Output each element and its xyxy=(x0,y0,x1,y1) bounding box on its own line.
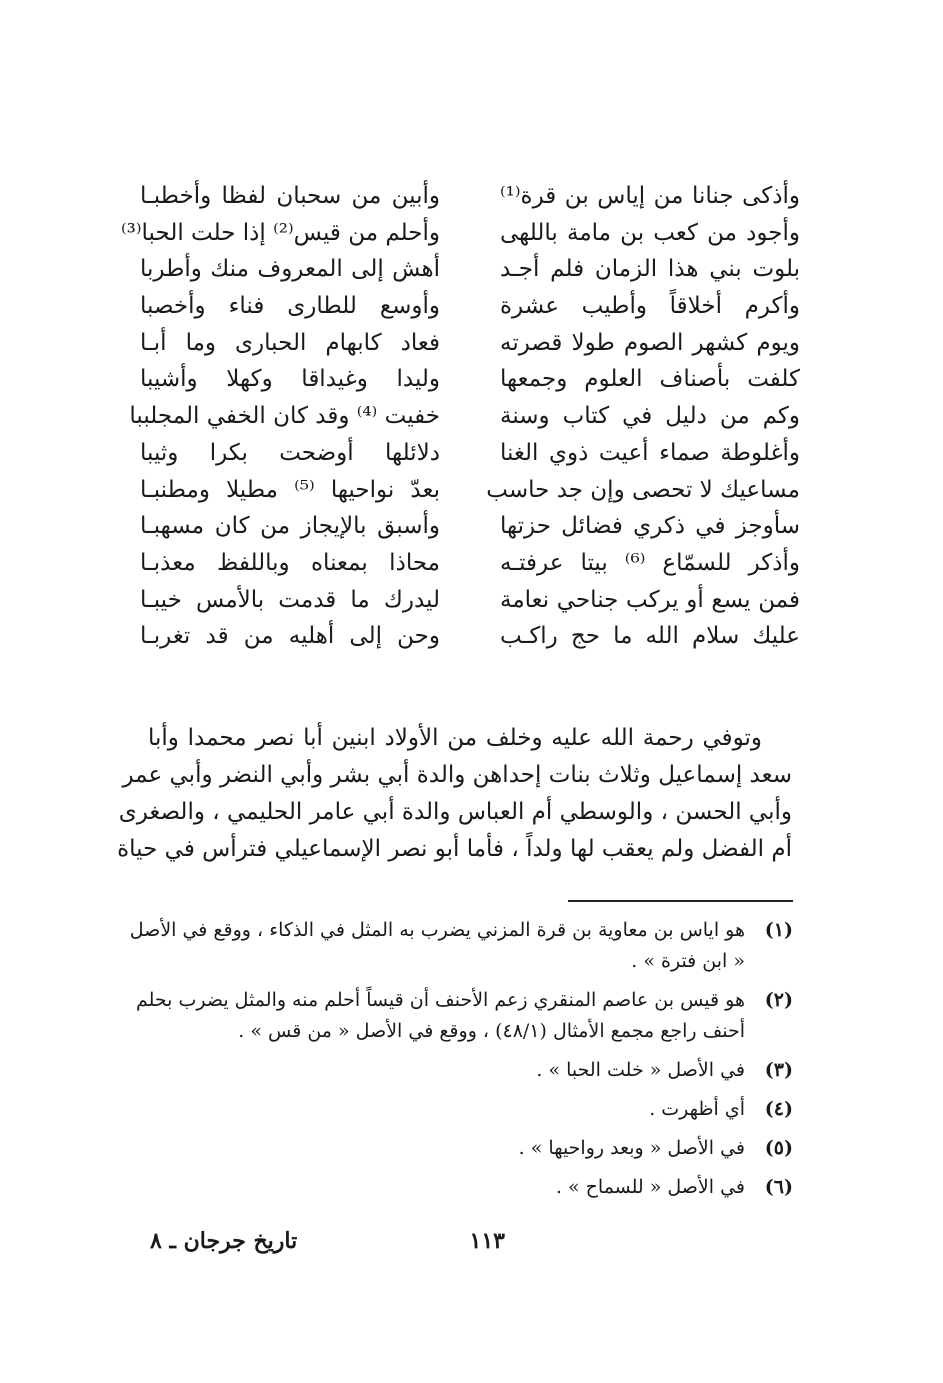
verse-second-hemistich: وليدا وغيداقا وكهلا وأشيبا xyxy=(140,366,440,393)
footnote-number: (١) xyxy=(764,919,793,941)
verse-row xyxy=(140,618,800,655)
footnote-number: (٢) xyxy=(764,989,793,1011)
verse-row xyxy=(140,545,800,582)
footnote-line: في الأصل « للسماح » . xyxy=(555,1176,745,1198)
verse-second-hemistich: خفيت ⁽⁴⁾ وقد كان الخفي المجلببا xyxy=(129,403,440,430)
verse-row xyxy=(140,178,800,215)
verse-first-hemistich: بلوت بني هذا الزمان فلم أجـد xyxy=(500,256,800,283)
verse-first-hemistich: عليك سلام الله ما حج راكـب xyxy=(500,623,800,650)
poem xyxy=(121,178,800,655)
verse-second-hemistich: محاذا بمعناه وباللفظ معذبـا xyxy=(140,549,440,576)
footnote-text xyxy=(148,1133,745,1164)
footnote-line: هو اياس بن معاوية بن قرة المزني يضرب به المثل في الذكاء ، ووقع في الأصل xyxy=(129,919,745,941)
page-footer xyxy=(150,1228,790,1262)
verse-row xyxy=(140,472,800,509)
verse-first-hemistich: وأذكى جنانا من إياس بن قرة⁽¹⁾ xyxy=(500,183,800,209)
verse-row xyxy=(140,325,800,362)
footnote-text xyxy=(136,985,745,1047)
paragraph-line: أم الفضل ولم يعقب لها ولداً ، فأما أبو نصر الإسماعيلي فترأس في حياة xyxy=(117,836,792,862)
verse-row xyxy=(140,582,800,619)
verse-second-hemistich: وأسبق بالإيجاز من كان مسهبـا xyxy=(140,513,440,540)
verse-row xyxy=(129,398,800,435)
verse-second-hemistich: ليدرك ما قدمت بالأمس خيبـا xyxy=(140,586,440,613)
verse-second-hemistich: دلائلها أوضحت بكرا وثيبا xyxy=(140,439,440,466)
verse-first-hemistich: وأذكر للسمّاع ⁽⁶⁾ بيتا عرفتـه xyxy=(500,549,800,576)
footnote-line: « ابن فترة » . xyxy=(631,950,745,972)
footnote-line: هو قيس بن عاصم المنقري زعم الأحنف أن قيساً أحلم منه والمثل يضرب بحلم xyxy=(135,989,745,1011)
footnote-number: (٤) xyxy=(764,1098,793,1120)
verse-second-hemistich: فعاد كابهام الحبارى وما أبـا xyxy=(140,329,440,356)
footnote xyxy=(148,1172,793,1203)
footnote-number: (٦) xyxy=(764,1176,793,1198)
verse-second-hemistich: وأحلم من قيس⁽²⁾ إذا حلت الحبا⁽³⁾ xyxy=(121,219,440,246)
footnote-text xyxy=(148,1055,745,1086)
verse-first-hemistich: وأجود من كعب بن مامة باللهى xyxy=(500,219,800,246)
footnote-text xyxy=(130,915,745,977)
verse-first-hemistich: كلفت بأصناف العلوم وجمعها xyxy=(500,366,800,393)
verse-second-hemistich: وأبين من سحبان لفظا وأخطبـا xyxy=(140,183,440,209)
footnote xyxy=(148,1094,793,1125)
verse-row xyxy=(140,435,800,472)
footnote xyxy=(129,915,793,977)
footnote-number: (٥) xyxy=(764,1137,793,1159)
verse-row xyxy=(140,361,800,398)
footnote xyxy=(148,1133,793,1164)
paragraph-line: وتوفي رحمة الله عليه وخلف من الأولاد ابنين أبا نصر محمدا وأبا xyxy=(148,725,762,751)
body-paragraph xyxy=(117,720,792,868)
footnote-line: في الأصل « وبعد رواحيها » . xyxy=(518,1137,745,1159)
verse-first-hemistich: وكم من دليل في كتاب وسنة xyxy=(500,403,800,430)
verse-second-hemistich: وأوسع للطارى فناء وأخصبا xyxy=(140,293,440,320)
footnotes xyxy=(129,915,793,1203)
footnote-text xyxy=(148,1172,745,1203)
verse-first-hemistich: وأغلوطة صماء أعيت ذوي الغنا xyxy=(500,439,800,466)
footnote-line: في الأصل « خلت الحبا » . xyxy=(536,1059,745,1081)
paragraph-line: سعد إسماعيل وثلاث بنات إحداهن والدة أبي بشر وأبي النضر وأبي عمر xyxy=(122,762,792,788)
paragraph-line: وأبي الحسن ، والوسطي أم العباس والدة أبي عامر الحليمي ، والصغرى xyxy=(118,799,792,825)
verse-first-hemistich: ويوم كشهر الصوم طولا قصرته xyxy=(500,329,800,356)
verse-row xyxy=(140,508,800,545)
verse-first-hemistich: فمن يسع أو يركب جناحي نعامة xyxy=(500,586,800,613)
footnote-separator xyxy=(568,900,793,902)
footnote-line: أحنف راجع مجمع الأمثال (٤٨/١) ، ووقع في الأصل « من قس » . xyxy=(238,1020,745,1042)
page-number: ١١٣ xyxy=(469,1228,505,1254)
verse-second-hemistich: أهش إلى المعروف منك وأطربا xyxy=(140,256,440,283)
verse-row xyxy=(140,288,800,325)
footnote xyxy=(135,985,793,1047)
verse-first-hemistich: سأوجز في ذكري فضائل حزتها xyxy=(500,513,800,540)
footnote-number: (٣) xyxy=(764,1059,793,1081)
footnote-line: أي أظهرت . xyxy=(649,1098,745,1120)
verse-first-hemistich: وأكرم أخلاقاً وأطيب عشرة xyxy=(500,293,800,320)
verse-second-hemistich: وحن إلى أهليه من قد تغربـا xyxy=(140,623,440,650)
verse-row xyxy=(140,251,800,288)
verse-row xyxy=(121,215,800,252)
verse-first-hemistich: مساعيك لا تحصى وإن جد حاسب xyxy=(486,476,800,503)
footnote xyxy=(148,1055,793,1086)
verse-second-hemistich: بعدّ نواحيها ⁽⁵⁾ مطيلا ومطنبـا xyxy=(140,476,440,503)
footnote-text xyxy=(148,1094,745,1125)
book-signature: تاريخ جرجان ـ ٨ xyxy=(150,1228,298,1254)
